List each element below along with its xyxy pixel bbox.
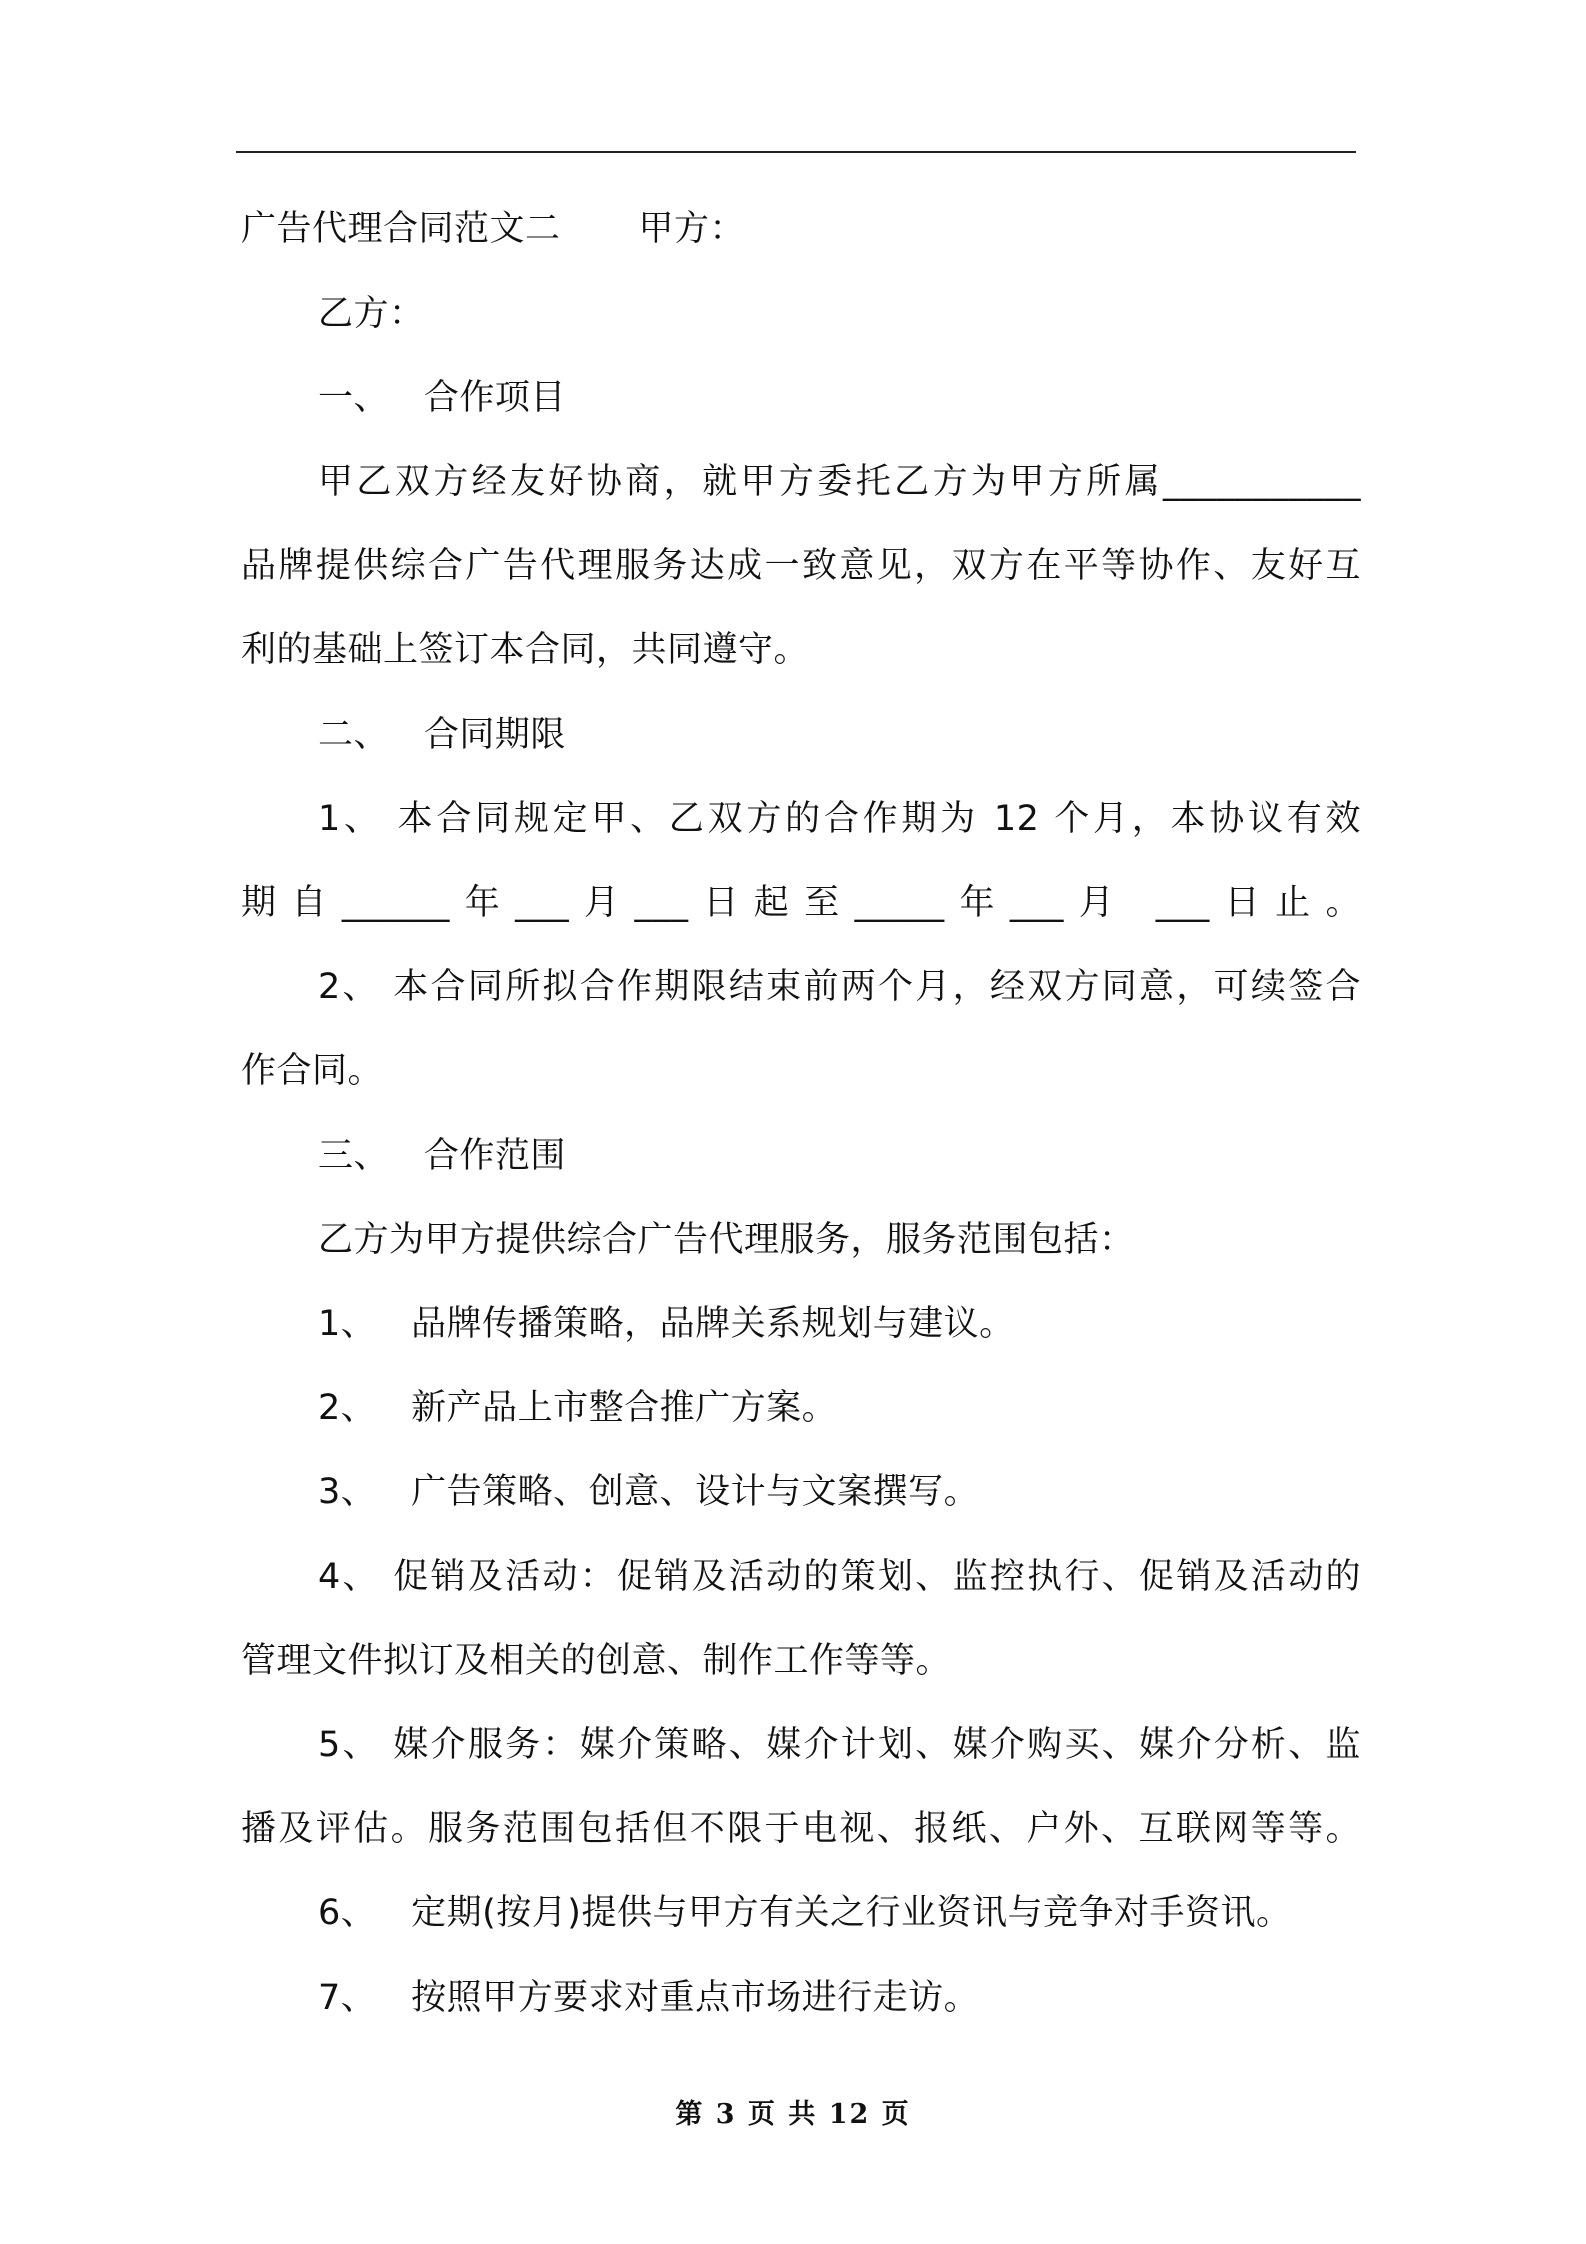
section-heading-1: 一、 合作项目 xyxy=(318,378,566,418)
list-item: 7、 按照甲方要求对重点市场进行走访。 xyxy=(318,1978,980,2018)
title-line xyxy=(241,199,1361,259)
list-item: 管理文件拟订及相关的创意、制作工作等等。 xyxy=(241,1641,952,1681)
list-item: 2、 新产品上市整合推广方案。 xyxy=(318,1388,838,1428)
page-number-footer: 第 3 页 共 12 页 xyxy=(675,2099,911,2130)
clause-line: 作合同。 xyxy=(241,1051,384,1091)
clause-line: 2、 本合同所拟合作期限结束前两个月，经双方同意，可续签合 xyxy=(318,967,1361,1007)
section-heading-3: 三、 合作范围 xyxy=(318,1136,566,1176)
paragraph-line: 甲乙双方经友好协商，就甲方委托乙方为甲方所属___________ xyxy=(318,462,1361,502)
list-item: 5、 媒介服务：媒介策略、媒介计划、媒介购买、媒介分析、监 xyxy=(318,1725,1361,1765)
document-title: 广告代理合同范文二 xyxy=(241,209,561,249)
paragraph-line: 品牌提供综合广告代理服务达成一致意见，双方在平等协作、友好互 xyxy=(241,546,1361,586)
list-item: 1、 品牌传播策略，品牌关系规划与建议。 xyxy=(318,1304,1015,1344)
list-item: 4、 促销及活动：促销及活动的策划、监控执行、促销及活动的 xyxy=(318,1557,1361,1597)
party-b-label: 乙方： xyxy=(318,294,425,334)
list-item: 6、 定期(按月)提供与甲方有关之行业资讯与竞争对手资讯。 xyxy=(318,1893,1292,1933)
paragraph-line: 乙方为甲方提供综合广告代理服务，服务范围包括： xyxy=(318,1220,1135,1260)
list-item: 播及评估。服务范围包括但不限于电视、报纸、户外、互联网等等。 xyxy=(241,1809,1361,1849)
paragraph-line: 利的基础上签订本合同，共同遵守。 xyxy=(241,630,810,670)
party-a-label: 甲方： xyxy=(638,209,746,249)
header-rule xyxy=(236,151,1356,153)
clause-line: 1、 本合同规定甲、乙双方的合作期为 12 个月，本协议有效 xyxy=(318,799,1361,839)
clause-line: 期自______年___月___日起至_____年___月 ___日止。 xyxy=(241,883,1361,923)
list-item: 3、 广告策略、创意、设计与文案撰写。 xyxy=(318,1472,980,1512)
section-heading-2: 二、 合同期限 xyxy=(318,715,566,755)
